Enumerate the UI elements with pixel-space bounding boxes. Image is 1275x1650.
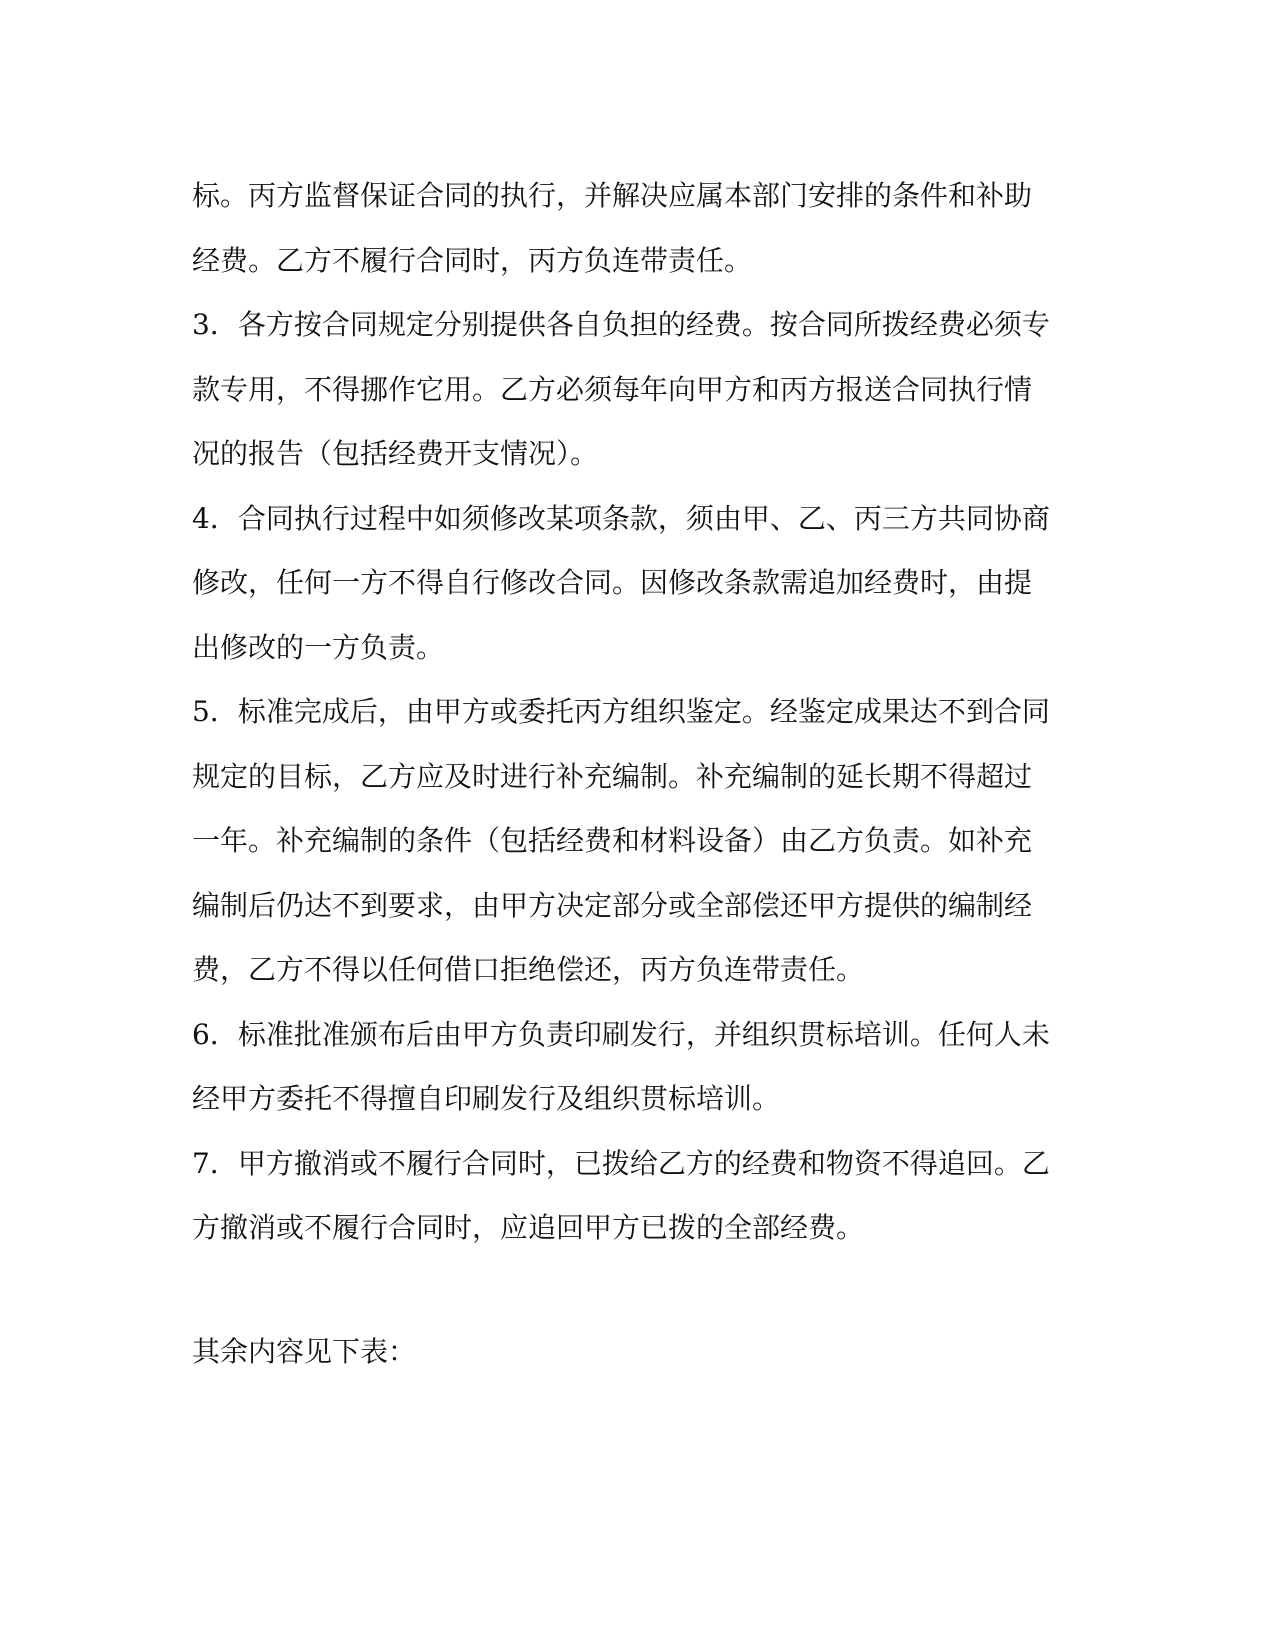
text-line: 费，乙方不得以任何借口拒绝偿还，丙方负连带责任。	[192, 953, 865, 986]
text-line: 方撤消或不履行合同时，应追回甲方已拨的全部经费。	[192, 1211, 865, 1244]
text-line: 修改，任何一方不得自行修改合同。因修改条款需追加经费时，由提	[192, 566, 1033, 599]
text-line: 编制后仍达不到要求，由甲方决定部分或全部偿还甲方提供的编制经	[192, 888, 1033, 922]
text-line: 标。丙方监督保证合同的执行，并解决应属本部门安排的条件和补助	[192, 179, 1033, 212]
clause-4	[192, 487, 1082, 681]
clause-7	[192, 1132, 1082, 1261]
text-line: 况的报告（包括经费开支情况）。	[192, 437, 599, 470]
text-line: 出修改的一方负责。	[192, 630, 445, 664]
text-line: 经甲方委托不得擅自印刷发行及组织贯标培训。	[192, 1082, 781, 1115]
text-line: 一年。补充编制的条件（包括经费和材料设备）由乙方负责。如补充	[192, 824, 1033, 857]
text-line: 款专用，不得挪作它用。乙方必须每年向甲方和丙方报送合同执行情	[192, 372, 1033, 406]
clause-5	[192, 680, 1082, 1003]
paragraph-continuation	[192, 164, 1082, 293]
text-line: 经费。乙方不履行合同时，丙方负连带责任。	[192, 243, 753, 277]
text-line: 7．甲方撤消或不履行合同时，已拨给乙方的经费和物资不得追回。乙	[192, 1146, 1050, 1180]
table-reference-note: 其余内容见下表：	[192, 1335, 417, 1368]
text-line: 3．各方按合同规定分别提供各自负担的经费。按合同所拨经费必须专	[192, 308, 1050, 341]
clause-6	[192, 1003, 1082, 1132]
text-line: 6．标准批准颁布后由甲方负责印刷发行，并组织贯标培训。任何人未	[192, 1017, 1050, 1051]
text-line: 规定的目标，乙方应及时进行补充编制。补充编制的延长期不得超过	[192, 759, 1033, 793]
text-line: 4．合同执行过程中如须修改某项条款，须由甲、乙、丙三方共同协商	[192, 501, 1050, 535]
clause-3	[192, 293, 1082, 487]
document-body	[192, 164, 1082, 1261]
text-line: 5．标准完成后，由甲方或委托丙方组织鉴定。经鉴定成果达不到合同	[192, 695, 1050, 728]
